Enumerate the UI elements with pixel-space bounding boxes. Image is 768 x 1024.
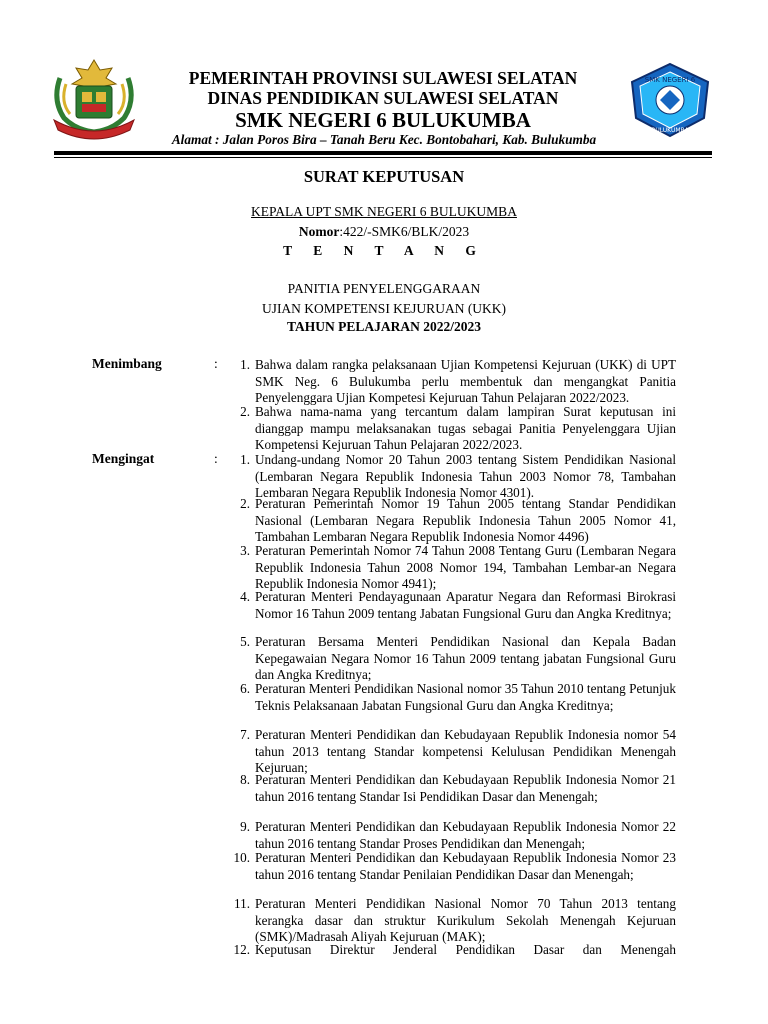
menimbang-label: Menimbang: [92, 356, 162, 371]
mengingat-label: Mengingat: [92, 451, 155, 466]
document-subtitle: KEPALA UPT SMK NEGERI 6 BULUKUMBA: [251, 204, 517, 219]
mengingat-item: 2. Peraturan Pemerintah Nomor 19 Tahun 2005 tentang Standar Pendidikan Nasional (Lembaran Negara Republik Indonesia Tahun 2005 Nomor 41, Tambahan Lembaran Negara Republik Indonesia Nomor 4496): [240, 496, 676, 544]
mengingat-item: 6. Peraturan Menteri Pendidikan Nasional nomor 35 Tahun 2010 tentang Petunjuk Teknis Pelaksanaan Jabatan Fungsional Guru dan Angka Kreditnya;: [240, 681, 676, 713]
mengingat-item: 12. Keputusan Direktur Jenderal Pendidikan Dasar dan Menengah: [233, 942, 676, 957]
menimbang-item: 1. Bahwa dalam rangka pelaksanaan Ujian Kompetensi Kejuruan (UKK) di UPT SMK Neg. 6 Bulukumba perlu membentuk dan mengangkat Panitia Penyelenggara Ujian Kompetesi Kejuruan Tahun Pelajaran 2022/2023.: [240, 357, 676, 405]
logo-text-bottom: BULUKUMBA: [651, 127, 689, 134]
tentang-heading: T E N T A N G: [283, 243, 485, 258]
panitia-line-1: PANITIA PENYELENGGARAAN: [287, 281, 481, 296]
logo-text-top: SMK NEGERI 6: [644, 76, 696, 84]
mengingat-item: 5. Peraturan Bersama Menteri Pendidikan Nasional dan Kepala Badan Kepegawaian Negara Nomor 16 Tahun 2009 tentang jabatan Fungsional Guru dan Angka Kreditnya;: [240, 634, 676, 682]
mengingat-item: 3. Peraturan Pemerintah Nomor 74 Tahun 2008 Tentang Guru (Lembaran Negara Republik Indonesia Tahun 2008 Nomor 194, Tambahan Lembar-an Negara Republik Indonesia Nomor 4941);: [240, 543, 676, 591]
mengingat-item: 10. Peraturan Menteri Pendidikan dan Kebudayaan Republik Indonesia Nomor 23 tahun 2016 tentang Standar Penilaian Pendidikan Dasar dan Menengah;: [233, 850, 676, 882]
document-title: SURAT KEPUTUSAN: [303, 167, 465, 186]
letterhead-address: Alamat : Jalan Poros Bira – Tanah Beru Kec. Bontobahari, Kab. Bulukumba: [171, 132, 597, 147]
mengingat-colon: :: [214, 451, 218, 466]
mengingat-item: 8. Peraturan Menteri Pendidikan dan Kebudayaan Republik Indonesia Nomor 21 tahun 2016 tentang Standar Isi Pendidikan Dasar dan Menengah;: [240, 772, 676, 804]
document-number: [60, 224, 708, 240]
letterhead-divider-thin: [54, 157, 712, 158]
letterhead-divider-thick: [54, 151, 712, 155]
nomor-label: Nomor: [298, 224, 340, 239]
mengingat-item: 4. Peraturan Menteri Pendayagunaan Aparatur Negara dan Reformasi Birokrasi Nomor 16 Tahun 2009 tentang Jabatan Fungsional Guru dan Angka Kreditnya;: [240, 589, 676, 621]
letterhead-school: SMK NEGERI 6 BULUKUMBA: [235, 108, 531, 132]
nomor-value: :422/-SMK6/BLK/2023: [339, 224, 470, 239]
mengingat-item: 1. Undang-undang Nomor 20 Tahun 2003 tentang Sistem Pendidikan Nasional (Lembaran Negara Republik Indonesia Tahun 2003 Nomor 78, Tambahan Lembaran Negara Republik Indonesia Nomor 4301).: [240, 452, 676, 500]
sulawesi-selatan-emblem-icon: [46, 56, 142, 142]
letterhead-government: PEMERINTAH PROVINSI SULAWESI SELATAN: [188, 68, 578, 88]
panitia-line-3: TAHUN PELAJARAN 2022/2023: [286, 319, 481, 334]
panitia-line-2: UJIAN KOMPETENSI KEJURUAN (UKK): [261, 301, 507, 316]
menimbang-item: 2. Bahwa nama-nama yang tercantum dalam lampiran Surat keputusan ini dianggap mampu melaksanakan tugas sebagai Panitia Penyelenggara Ujian Kompetensi Kejuruan Tahun Pelajaran 2022/2023.: [240, 404, 676, 452]
mengingat-item: 9. Peraturan Menteri Pendidikan dan Kebudayaan Republik Indonesia Nomor 22 tahun 2016 tentang Standar Proses Pendidikan dan Menengah;: [240, 819, 676, 851]
smk-negeri-6-logo-icon: [628, 62, 712, 138]
mengingat-item: 7. Peraturan Menteri Pendidikan dan Kebudayaan Republik Indonesia nomor 54 tahun 2013 tentang Standar kompetensi Kelulusan Pendidikan Menengah Kejuruan;: [240, 727, 676, 775]
menimbang-colon: :: [214, 356, 218, 371]
letterhead-department: DINAS PENDIDIKAN SULAWESI SELATAN: [207, 88, 559, 108]
mengingat-item: 11. Peraturan Menteri Pendidikan Nasional Nomor 70 Tahun 2013 tentang kerangka dasar dan struktur Kurikulum Sekolah Menengah Kejuruan (SMK)/Madrasah Aliyah Kejuruan (MAK);: [234, 896, 676, 944]
